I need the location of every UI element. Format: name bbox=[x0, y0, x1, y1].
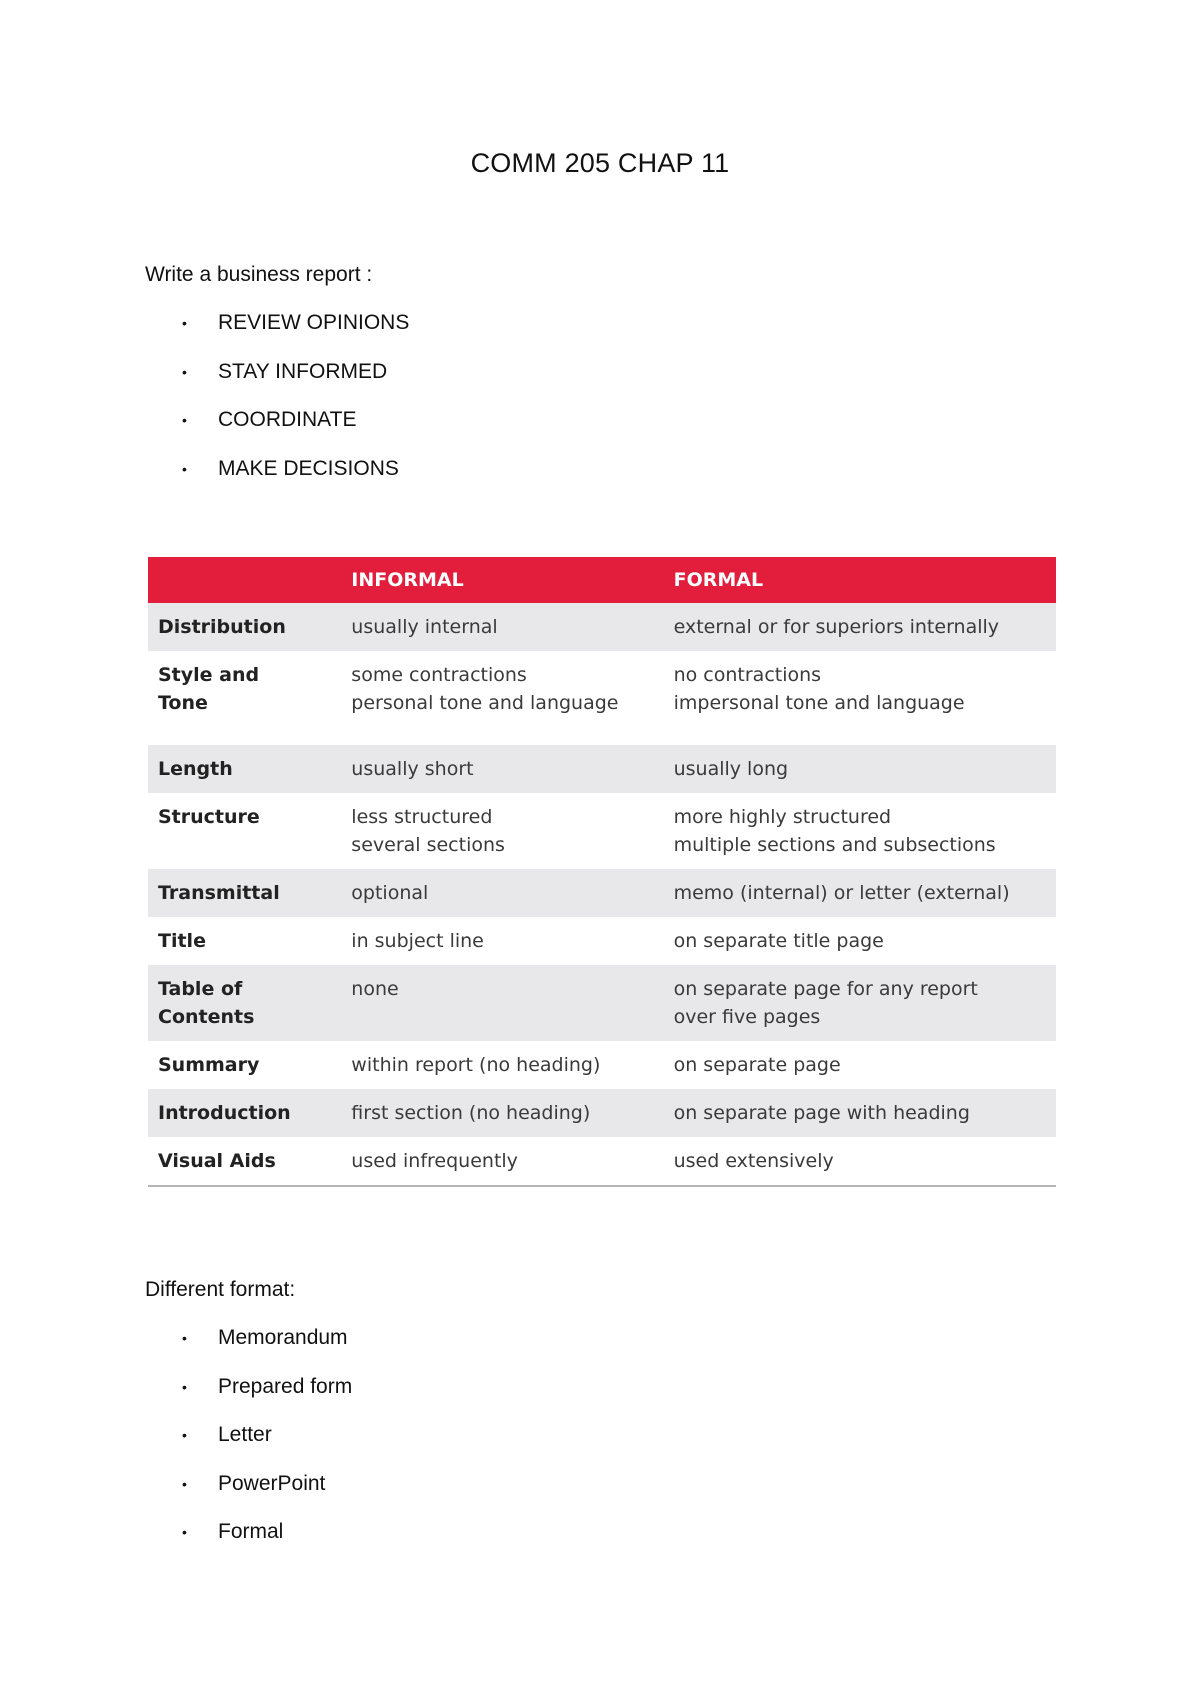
purpose-list bbox=[145, 311, 409, 505]
list-item-text: REVIEW OPINIONS bbox=[218, 311, 410, 334]
informal-cell: first section (no heading) bbox=[341, 1089, 663, 1137]
bullet-icon: • bbox=[182, 1330, 187, 1346]
informal-cell: some contractions personal tone and language bbox=[351, 664, 619, 714]
table-body bbox=[148, 603, 1056, 1186]
row-label: Visual Aids bbox=[158, 1150, 276, 1172]
intro-lead: Write a business report : bbox=[145, 263, 373, 286]
list-item bbox=[145, 457, 409, 506]
list-item bbox=[145, 360, 409, 409]
bullet-icon: • bbox=[182, 1427, 187, 1443]
row-label: Distribution bbox=[148, 603, 341, 651]
bullet-icon: • bbox=[182, 460, 187, 477]
formal-cell: usually long bbox=[664, 745, 1056, 793]
formal-cell: on separate page with heading bbox=[664, 1089, 1056, 1137]
list-item-text: PowerPoint bbox=[218, 1471, 326, 1495]
formal-cell: on separate page for any report over five pages bbox=[664, 965, 1056, 1041]
list-item bbox=[145, 1520, 352, 1569]
row-label: Title bbox=[158, 930, 206, 952]
formal-cell: more highly structured multiple sections and subsections bbox=[673, 806, 996, 856]
bullet-icon: • bbox=[182, 315, 187, 331]
bullet-icon: • bbox=[182, 363, 187, 380]
informal-cell: less structured several sections bbox=[351, 806, 505, 856]
list-item-text: COORDINATE bbox=[218, 408, 357, 431]
list-item-text: MAKE DECISIONS bbox=[218, 456, 399, 480]
bullet-icon: • bbox=[182, 1524, 187, 1540]
row-label: Table of Contents bbox=[148, 965, 341, 1041]
table-row bbox=[148, 745, 1056, 793]
informal-cell: usually internal bbox=[341, 603, 663, 651]
formats-lead: Different format: bbox=[145, 1278, 296, 1301]
table-header-formal: FORMAL bbox=[664, 557, 1056, 603]
table-row bbox=[148, 651, 1056, 745]
bullet-icon: • bbox=[182, 1378, 187, 1395]
page-title: COMM 205 CHAP 11 bbox=[470, 148, 730, 178]
formats-list bbox=[145, 1326, 352, 1569]
row-label: Length bbox=[148, 745, 341, 793]
table-row bbox=[148, 917, 1056, 965]
list-item bbox=[145, 1375, 352, 1424]
bullet-icon: • bbox=[182, 412, 187, 428]
formal-cell: used extensively bbox=[673, 1150, 834, 1172]
formal-cell: on separate page bbox=[673, 1054, 841, 1076]
list-item bbox=[145, 1472, 352, 1521]
table-header-informal: INFORMAL bbox=[341, 557, 663, 603]
formal-cell: no contractions impersonal tone and language bbox=[673, 664, 965, 714]
row-label: Style and Tone bbox=[158, 664, 260, 714]
formal-cell: memo (internal) or letter (external) bbox=[664, 869, 1056, 917]
row-label: Structure bbox=[158, 806, 260, 828]
informal-cell: none bbox=[341, 965, 663, 1041]
table-row bbox=[148, 793, 1056, 869]
list-item bbox=[145, 1423, 352, 1472]
bullet-icon: • bbox=[182, 1475, 187, 1492]
list-item bbox=[145, 408, 409, 457]
table-row bbox=[148, 965, 1056, 1041]
informal-cell: within report (no heading) bbox=[351, 1054, 601, 1076]
list-item bbox=[145, 311, 409, 360]
list-item-text: Letter bbox=[218, 1423, 272, 1446]
list-item bbox=[145, 1326, 352, 1375]
informal-cell: optional bbox=[341, 869, 663, 917]
informal-cell: in subject line bbox=[351, 930, 484, 952]
row-label: Introduction bbox=[148, 1089, 341, 1137]
table-header-row bbox=[148, 557, 1056, 603]
comparison-table bbox=[148, 557, 1056, 1187]
informal-cell: used infrequently bbox=[351, 1150, 518, 1172]
table-row bbox=[148, 603, 1056, 651]
table-row bbox=[148, 1137, 1056, 1186]
informal-cell: usually short bbox=[341, 745, 663, 793]
table-row bbox=[148, 869, 1056, 917]
list-item-text: Prepared form bbox=[218, 1374, 353, 1398]
table-header-blank bbox=[148, 557, 341, 603]
list-item-text: Formal bbox=[218, 1520, 284, 1543]
table-row bbox=[148, 1089, 1056, 1137]
list-item-text: STAY INFORMED bbox=[218, 359, 388, 383]
formal-cell: external or for superiors internally bbox=[664, 603, 1056, 651]
formal-cell: on separate title page bbox=[673, 930, 884, 952]
table-row bbox=[148, 1041, 1056, 1089]
list-item-text: Memorandum bbox=[218, 1326, 348, 1349]
row-label: Transmittal bbox=[148, 869, 341, 917]
row-label: Summary bbox=[158, 1054, 260, 1076]
